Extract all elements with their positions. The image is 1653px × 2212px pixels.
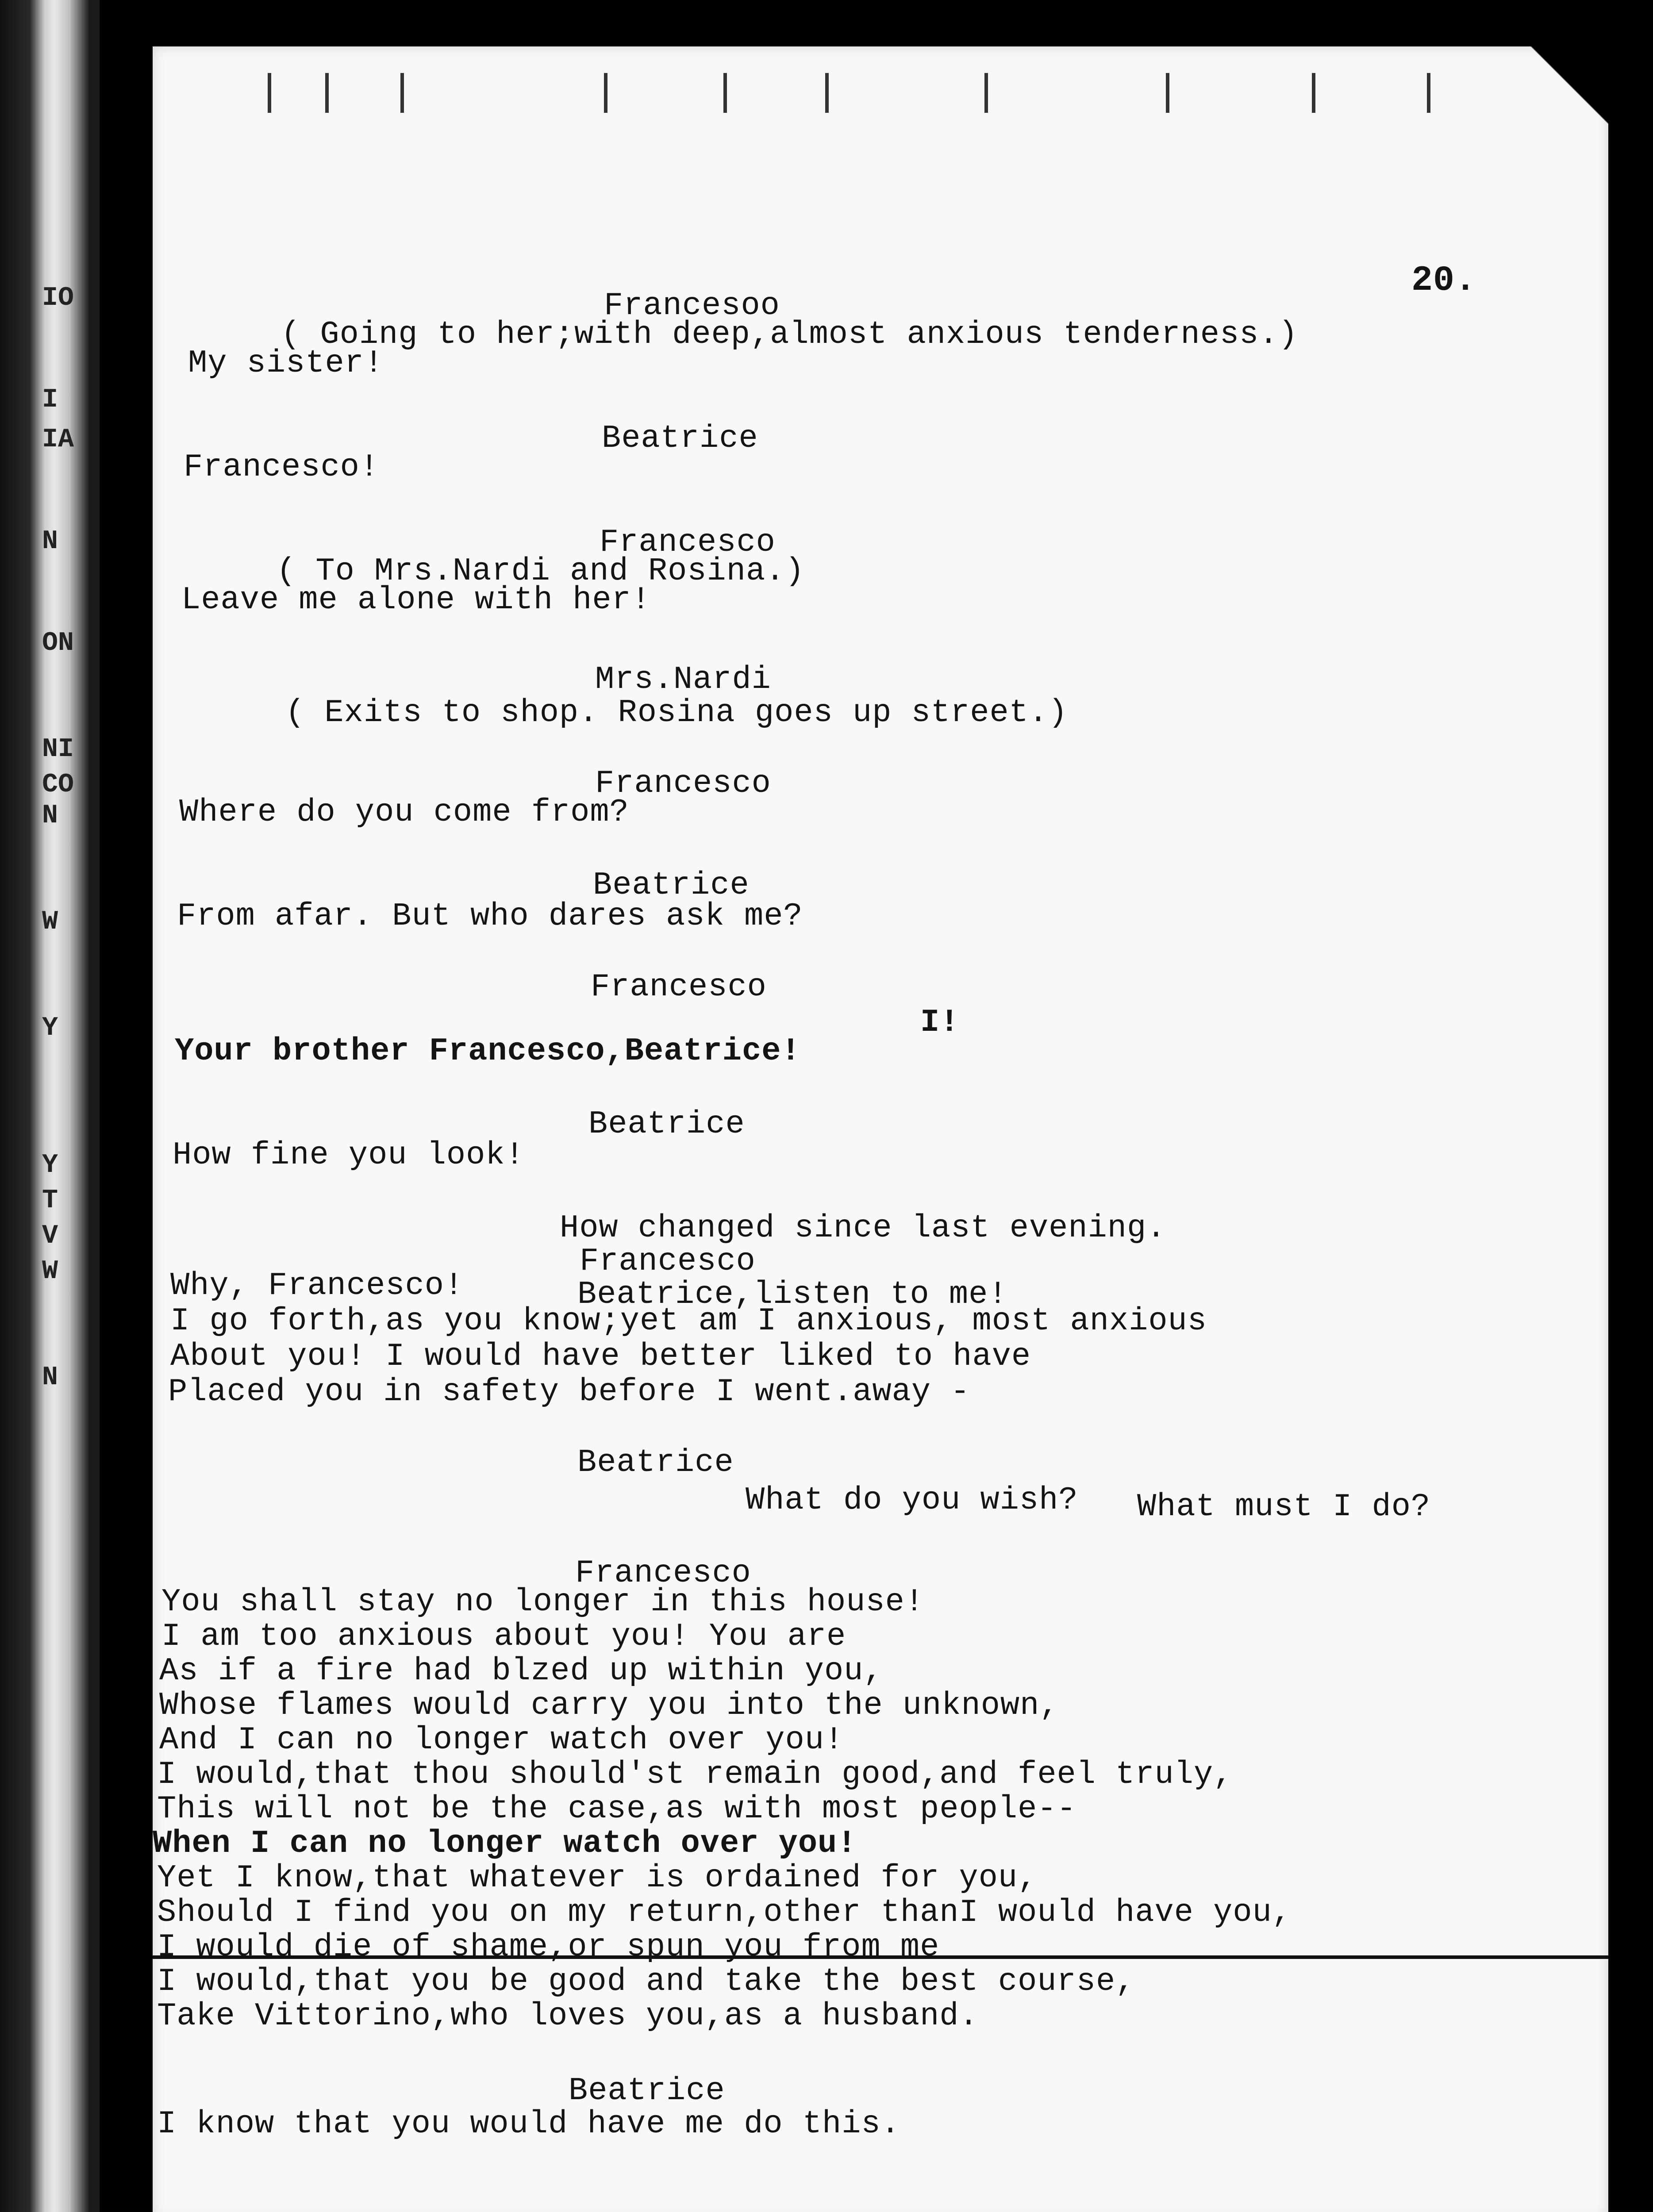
- dialogue-line: Should I find you on my return,other thanI would have you,: [157, 1894, 1292, 1931]
- dialogue-line: And I can no longer watch over you!: [159, 1722, 844, 1758]
- dialogue-line: What must I do?: [1137, 1489, 1431, 1525]
- folded-corner: [1529, 46, 1608, 126]
- binding-mark: [268, 73, 271, 113]
- speaker-name: Francesco: [595, 765, 771, 802]
- dialogue-line: Whose flames would carry you into the unknown,: [159, 1687, 1059, 1724]
- edge-mark: Y: [42, 1013, 58, 1043]
- dialogue-line: From afar. But who dares ask me?: [177, 898, 803, 934]
- speaker-name: Mrs.Nardi: [595, 661, 771, 698]
- edge-mark: N: [42, 526, 58, 557]
- binding-mark: [825, 73, 829, 113]
- binding-mark: [723, 73, 727, 113]
- dialogue-line: Yet I know,that whatever is ordained for you,: [157, 1860, 1038, 1896]
- speaker-name: Francesco: [600, 524, 776, 561]
- dialogue-line: I would,that thou should'st remain good,and feel truly,: [157, 1756, 1233, 1793]
- speaker-name: Francesco: [575, 1555, 751, 1591]
- edge-mark: NI: [42, 734, 74, 764]
- binding-mark: [984, 73, 988, 113]
- dialogue-line: Take Vittorino,who loves you,as a husband.: [157, 1998, 979, 2034]
- edge-mark: Y: [42, 1150, 58, 1180]
- edge-mark: ON: [42, 628, 74, 658]
- dialogue-line: I know that you would have me do this.: [157, 2106, 900, 2142]
- speaker-name: Francesco: [580, 1243, 756, 1279]
- speaker-name: Beatrice: [593, 867, 750, 903]
- dialogue-line: Where do you come from?: [179, 794, 629, 830]
- binding-mark: [1166, 73, 1169, 113]
- edge-mark: N: [42, 1363, 58, 1393]
- dialogue-line: How changed since last evening.: [560, 1210, 1166, 1246]
- dialogue-line: I am too anxious about you! You are: [161, 1618, 846, 1655]
- dialogue-line: Leave me alone with her!: [181, 582, 651, 618]
- edge-mark: T: [42, 1186, 58, 1216]
- speaker-name: Francesco: [591, 969, 767, 1005]
- dialogue-line: I!: [920, 1004, 960, 1041]
- page-number: 20.: [1411, 261, 1477, 301]
- edge-mark: N: [42, 801, 58, 831]
- binding-mark: [325, 73, 329, 113]
- speaker-name: Beatrice: [602, 420, 758, 457]
- dialogue-line: I go forth,as you know;yet am I anxious, most anxious: [170, 1303, 1207, 1339]
- edge-mark: I: [42, 385, 58, 415]
- dialogue-line: Placed you in safety before I went.away -: [168, 1374, 970, 1410]
- edge-mark: IO: [42, 283, 74, 313]
- speaker-name: Beatrice: [569, 2073, 725, 2109]
- dialogue-line: Francesco!: [184, 449, 380, 485]
- dialogue-line: I would,that you be good and take the best course,: [157, 1963, 1135, 2000]
- dialogue-line: When I can no longer watch over you!: [153, 1825, 857, 1862]
- dialogue-line: You shall stay no longer in this house!: [161, 1584, 925, 1620]
- film-edge-strip: [0, 0, 100, 2212]
- typescript-page: [153, 46, 1608, 2212]
- dialogue-line: My sister!: [188, 345, 384, 381]
- dialogue-line: About you! I would have better liked to have: [170, 1338, 1031, 1375]
- dialogue-line: I would die of shame,or spun you from me: [157, 1929, 940, 1965]
- edge-mark: W: [42, 907, 58, 937]
- dialogue-line: How fine you look!: [173, 1137, 525, 1173]
- speaker-name: Francesoo: [604, 288, 780, 324]
- speaker-name: Beatrice: [588, 1106, 745, 1142]
- dialogue-line: Why, Francesco!: [170, 1267, 464, 1304]
- dialogue-line: As if a fire had blzed up within you,: [159, 1653, 883, 1689]
- binding-mark: [400, 73, 404, 113]
- dialogue-line: What do you wish?: [746, 1482, 1078, 1518]
- stage-direction: ( Going to her;with deep,almost anxious tenderness.): [281, 316, 1298, 353]
- speaker-name: Beatrice: [577, 1444, 734, 1481]
- binding-marks: [153, 46, 1608, 113]
- binding-mark: [1427, 73, 1430, 113]
- stage-direction: ( Exits to shop. Rosina goes up street.): [285, 695, 1068, 731]
- edge-mark: V: [42, 1221, 58, 1251]
- stage-direction: ( To Mrs.Nardi and Rosina.): [277, 553, 805, 589]
- dialogue-line: Your brother Francesco,Beatrice!: [175, 1033, 801, 1069]
- dialogue-line: Beatrice,listen to me!: [577, 1276, 1008, 1313]
- edge-mark: W: [42, 1256, 58, 1286]
- dialogue-line: This will not be the case,as with most people--: [157, 1791, 1076, 1827]
- edge-mark: IA: [42, 425, 74, 455]
- binding-mark: [604, 73, 607, 113]
- edge-mark: CO: [42, 770, 74, 800]
- binding-mark: [1312, 73, 1315, 113]
